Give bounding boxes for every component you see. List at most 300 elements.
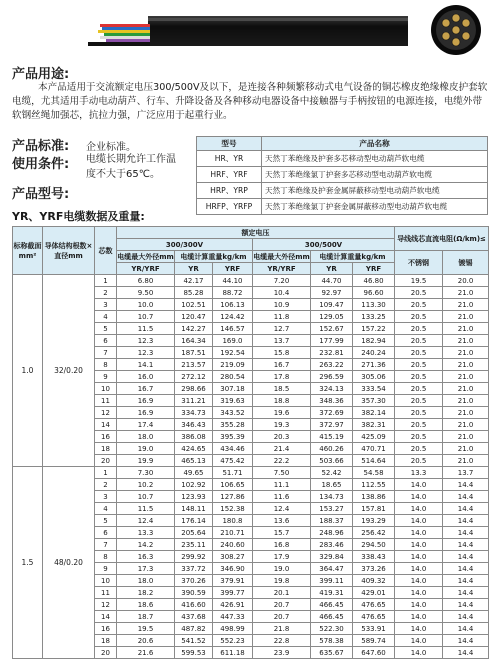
header-cores: 芯数 — [95, 227, 117, 275]
table-row — [197, 167, 488, 183]
data-cell: 14.4 — [443, 503, 489, 515]
data-cell: 16.9 — [117, 407, 175, 419]
data-cell: 14.4 — [443, 647, 489, 659]
data-cell: 20.6 — [117, 635, 175, 647]
data-cell: 153.27 — [311, 503, 353, 515]
data-cell: 235.11 — [175, 539, 213, 551]
data-cell: 20.5 — [395, 383, 443, 395]
data-cell: 14.0 — [395, 563, 443, 575]
data-cell: 379.91 — [213, 575, 253, 587]
data-cell: 18.65 — [311, 479, 353, 491]
data-cell: 20.7 — [253, 599, 311, 611]
table-row — [197, 199, 488, 215]
data-cell: 416.60 — [175, 599, 213, 611]
data-cell: 20.5 — [395, 443, 443, 455]
data-cell: 188.37 — [311, 515, 353, 527]
data-cell: 599.53 — [175, 647, 213, 659]
data-cell: 14.0 — [395, 503, 443, 515]
data-cell: 4 — [95, 503, 117, 515]
data-cell: 21.0 — [443, 395, 489, 407]
data-cell: 11.5 — [117, 323, 175, 335]
data-cell: 240.60 — [213, 539, 253, 551]
model-cell: HRF、YRF — [197, 167, 262, 183]
data-cell: 308.27 — [213, 551, 253, 563]
header-yr-yrf-500: YR/YRF — [253, 263, 311, 275]
name-cell: 天然丁苯绝缘及护套金属屏蔽移动型电动葫芦软电缆 — [262, 183, 488, 199]
data-cell: 355.28 — [213, 419, 253, 431]
data-cell: 10.9 — [253, 299, 311, 311]
data-cell: 20.7 — [253, 611, 311, 623]
data-cell: 21.4 — [253, 443, 311, 455]
data-cell: 280.54 — [213, 371, 253, 383]
header-yr-300: YR — [175, 263, 213, 275]
data-cell: 21.0 — [443, 455, 489, 467]
data-cell: 425.09 — [353, 431, 395, 443]
data-cell: 16 — [95, 623, 117, 635]
data-cell: 5 — [95, 323, 117, 335]
data-cell: 415.19 — [311, 431, 353, 443]
data-cell: 6.80 — [117, 275, 175, 287]
data-cell: 14.0 — [395, 491, 443, 503]
data-cell: 348.36 — [311, 395, 353, 407]
data-cell: 20.0 — [443, 275, 489, 287]
data-cell: 18 — [95, 443, 117, 455]
data-cell: 10.7 — [117, 311, 175, 323]
data-cell: 2 — [95, 479, 117, 491]
data-cell: 11 — [95, 395, 117, 407]
data-cell: 10.0 — [117, 299, 175, 311]
data-cell: 19.5 — [117, 623, 175, 635]
data-cell: 14.0 — [395, 479, 443, 491]
data-cell: 19.6 — [253, 407, 311, 419]
data-cell: 20 — [95, 455, 117, 467]
data-cell: 21.0 — [443, 359, 489, 371]
data-cell: 11 — [95, 587, 117, 599]
data-cell: 447.33 — [213, 611, 253, 623]
data-cell: 18.6 — [117, 599, 175, 611]
data-cell: 152.67 — [311, 323, 353, 335]
data-cell: 7.30 — [117, 467, 175, 479]
data-cell: 164.34 — [175, 335, 213, 347]
data-cell: 271.36 — [353, 359, 395, 371]
header-300v: 300/300V — [117, 239, 253, 251]
data-cell: 19.0 — [117, 443, 175, 455]
data-cell: 177.99 — [311, 335, 353, 347]
table-row — [197, 151, 488, 167]
data-cell: 9 — [95, 371, 117, 383]
data-cell: 7.50 — [253, 467, 311, 479]
data-cell: 157.22 — [353, 323, 395, 335]
data-cell: 395.39 — [213, 431, 253, 443]
data-cell: 19.3 — [253, 419, 311, 431]
data-cell: 112.55 — [353, 479, 395, 491]
data-cell: 213.57 — [175, 359, 213, 371]
data-cell: 296.59 — [311, 371, 353, 383]
header-yr-500: YR — [311, 263, 353, 275]
data-cell: 21.8 — [253, 623, 311, 635]
conductor-cell: 48/0.20 — [43, 467, 95, 659]
data-cell: 14.0 — [395, 635, 443, 647]
table-row — [13, 467, 489, 479]
data-cell: 192.54 — [213, 347, 253, 359]
usage-heading: 产品用途: — [12, 67, 70, 82]
data-cell: 16 — [95, 431, 117, 443]
data-cell: 11.6 — [253, 491, 311, 503]
data-cell: 16.7 — [117, 383, 175, 395]
data-cell: 9.50 — [117, 287, 175, 299]
data-cell: 307.18 — [213, 383, 253, 395]
data-cell: 219.09 — [213, 359, 253, 371]
data-cell: 272.12 — [175, 371, 213, 383]
data-cell: 14.4 — [443, 611, 489, 623]
data-cell: 11.8 — [253, 311, 311, 323]
standard-heading: 产品标准: — [12, 139, 70, 154]
data-cell: 4 — [95, 311, 117, 323]
data-cell: 399.11 — [311, 575, 353, 587]
data-cell: 5 — [95, 515, 117, 527]
data-cell: 13.7 — [443, 467, 489, 479]
data-cell: 142.27 — [175, 323, 213, 335]
data-cell: 138.86 — [353, 491, 395, 503]
data-cell: 12.7 — [253, 323, 311, 335]
data-cell: 20.5 — [395, 299, 443, 311]
data-cell: 21.0 — [443, 323, 489, 335]
data-cell: 6 — [95, 335, 117, 347]
data-cell: 193.29 — [353, 515, 395, 527]
data-cell: 148.11 — [175, 503, 213, 515]
data-cell: 106.13 — [213, 299, 253, 311]
data-cell: 382.31 — [353, 419, 395, 431]
data-cell: 21.0 — [443, 287, 489, 299]
data-cell: 635.67 — [311, 647, 353, 659]
data-cell: 20.5 — [395, 407, 443, 419]
data-cell: 88.72 — [213, 287, 253, 299]
cable-data-table — [12, 226, 489, 659]
data-cell: 12.4 — [117, 515, 175, 527]
data-cell: 18.5 — [253, 383, 311, 395]
model-cell: HRFP、YRFP — [197, 199, 262, 215]
data-cell: 589.74 — [353, 635, 395, 647]
data-cell: 42.17 — [175, 275, 213, 287]
data-cell: 13.7 — [253, 335, 311, 347]
data-cell: 92.97 — [311, 287, 353, 299]
data-cell: 13.3 — [395, 467, 443, 479]
header-500v: 300/500V — [253, 239, 395, 251]
data-cell: 514.64 — [353, 455, 395, 467]
data-cell: 21.0 — [443, 419, 489, 431]
section-cell: 1.5 — [13, 467, 43, 659]
data-cell: 434.46 — [213, 443, 253, 455]
header-stainless: 不锈钢 — [395, 251, 443, 275]
data-cell: 12.4 — [253, 503, 311, 515]
data-cell: 21.0 — [443, 371, 489, 383]
data-cell: 14.4 — [443, 539, 489, 551]
data-cell: 240.24 — [353, 347, 395, 359]
data-cell: 46.80 — [353, 275, 395, 287]
data-cell: 14.4 — [443, 563, 489, 575]
conductor-cell: 32/0.20 — [43, 275, 95, 467]
data-cell: 552.23 — [213, 635, 253, 647]
data-cell: 14.0 — [395, 527, 443, 539]
data-cell: 10.2 — [117, 479, 175, 491]
data-cell: 578.38 — [311, 635, 353, 647]
data-cell: 15.8 — [253, 347, 311, 359]
data-cell: 109.47 — [311, 299, 353, 311]
data-cell: 9 — [95, 563, 117, 575]
data-cell: 14.4 — [443, 479, 489, 491]
header-weight-300: 电缆计算重量kg/km — [175, 251, 253, 263]
data-cell: 466.45 — [311, 611, 353, 623]
data-cell: 20.5 — [395, 287, 443, 299]
data-cell: 424.65 — [175, 443, 213, 455]
data-cell: 7.20 — [253, 275, 311, 287]
data-cell: 475.42 — [213, 455, 253, 467]
data-cell: 16.7 — [253, 359, 311, 371]
data-cell: 17.3 — [117, 563, 175, 575]
data-cell: 19.0 — [253, 563, 311, 575]
data-cell: 487.82 — [175, 623, 213, 635]
data-cell: 334.73 — [175, 407, 213, 419]
data-cell: 20.3 — [253, 431, 311, 443]
data-cell: 373.26 — [353, 563, 395, 575]
data-cell: 44.70 — [311, 275, 353, 287]
data-cell: 21.0 — [443, 407, 489, 419]
data-cell: 1 — [95, 467, 117, 479]
data-cell: 22.8 — [253, 635, 311, 647]
header-yr-yrf-300: YR/YRF — [117, 263, 175, 275]
data-cell: 248.96 — [311, 527, 353, 539]
data-cell: 372.97 — [311, 419, 353, 431]
data-cell: 16.9 — [117, 395, 175, 407]
data-cell: 21.6 — [117, 647, 175, 659]
data-cell: 21.0 — [443, 443, 489, 455]
data-cell: 10 — [95, 575, 117, 587]
data-cell: 123.93 — [175, 491, 213, 503]
product-model-table — [196, 136, 488, 215]
data-cell: 541.52 — [175, 635, 213, 647]
data-cell: 346.43 — [175, 419, 213, 431]
data-cell: 343.52 — [213, 407, 253, 419]
data-cell: 180.8 — [213, 515, 253, 527]
data-cell: 127.86 — [213, 491, 253, 503]
data-cell: 460.26 — [311, 443, 353, 455]
data-cell: 20.5 — [395, 359, 443, 371]
data-cell: 14.4 — [443, 551, 489, 563]
data-cell: 3 — [95, 299, 117, 311]
data-cell: 14.0 — [395, 587, 443, 599]
data-cell: 14.1 — [117, 359, 175, 371]
data-cell: 20.5 — [395, 431, 443, 443]
data-cell: 14.4 — [443, 623, 489, 635]
header-max-od-500: 电缆最大外径mm — [253, 252, 310, 261]
data-cell: 102.51 — [175, 299, 213, 311]
data-cell: 13.6 — [253, 515, 311, 527]
data-cell: 465.13 — [175, 455, 213, 467]
data-cell: 182.94 — [353, 335, 395, 347]
data-cell: 337.72 — [175, 563, 213, 575]
table-row — [13, 275, 489, 287]
data-cell: 15.7 — [253, 527, 311, 539]
data-cell: 11.5 — [117, 503, 175, 515]
header-section: 标称截面mm² — [13, 227, 43, 275]
data-cell: 14.4 — [443, 575, 489, 587]
data-cell: 14.0 — [395, 599, 443, 611]
data-cell: 283.46 — [311, 539, 353, 551]
data-cell: 106.65 — [213, 479, 253, 491]
data-cell: 298.66 — [175, 383, 213, 395]
data-cell: 1 — [95, 275, 117, 287]
data-cell: 17.9 — [253, 551, 311, 563]
data-cell: 8 — [95, 551, 117, 563]
data-cell: 14.0 — [395, 551, 443, 563]
name-cell: 天然丁苯绝缘氯丁护套多芯移动型电动葫芦软电缆 — [262, 167, 488, 183]
data-cell: 22.2 — [253, 455, 311, 467]
data-cell: 16.8 — [253, 539, 311, 551]
data-cell: 333.54 — [353, 383, 395, 395]
data-cell: 10.7 — [117, 491, 175, 503]
data-cell: 18.7 — [117, 611, 175, 623]
data-cell: 85.28 — [175, 287, 213, 299]
data-cell: 54.58 — [353, 467, 395, 479]
data-cell: 14.0 — [395, 515, 443, 527]
data-cell: 20.1 — [253, 587, 311, 599]
data-cell: 16.3 — [117, 551, 175, 563]
header-rated-voltage: 额定电压 — [117, 227, 395, 239]
data-cell: 20.5 — [395, 335, 443, 347]
data-cell: 20 — [95, 647, 117, 659]
data-cell: 18.8 — [253, 395, 311, 407]
data-cell: 611.18 — [213, 647, 253, 659]
data-cell: 157.81 — [353, 503, 395, 515]
data-cell: 134.73 — [311, 491, 353, 503]
data-cell: 51.71 — [213, 467, 253, 479]
data-cell: 12.3 — [117, 347, 175, 359]
data-cell: 503.66 — [311, 455, 353, 467]
data-cell: 21.0 — [443, 431, 489, 443]
data-cell: 533.91 — [353, 623, 395, 635]
data-cell: 187.51 — [175, 347, 213, 359]
data-cell: 14.0 — [395, 647, 443, 659]
data-cell: 382.14 — [353, 407, 395, 419]
data-cell: 7 — [95, 539, 117, 551]
data-cell: 399.77 — [213, 587, 253, 599]
data-cell: 386.08 — [175, 431, 213, 443]
data-cell: 437.68 — [175, 611, 213, 623]
data-cell: 19.9 — [117, 455, 175, 467]
data-cell: 19.8 — [253, 575, 311, 587]
conditions-heading: 使用条件: — [12, 157, 70, 172]
data-cell: 49.65 — [175, 467, 213, 479]
data-cell: 338.43 — [353, 551, 395, 563]
data-cell: 23.9 — [253, 647, 311, 659]
data-cell: 12.3 — [117, 335, 175, 347]
data-cell: 176.14 — [175, 515, 213, 527]
data-cell: 498.99 — [213, 623, 253, 635]
data-cell: 210.71 — [213, 527, 253, 539]
data-cell: 20.5 — [395, 371, 443, 383]
data-cell: 14 — [95, 611, 117, 623]
data-cell: 476.65 — [353, 611, 395, 623]
data-cell: 152.38 — [213, 503, 253, 515]
model-cell: HRP、YRP — [197, 183, 262, 199]
data-cell: 129.05 — [311, 311, 353, 323]
data-cell: 476.65 — [353, 599, 395, 611]
data-cell: 14.4 — [443, 491, 489, 503]
data-cell: 14.4 — [443, 527, 489, 539]
data-cell: 329.84 — [311, 551, 353, 563]
data-cell: 20.5 — [395, 347, 443, 359]
data-cell: 205.64 — [175, 527, 213, 539]
data-cell: 263.22 — [311, 359, 353, 371]
data-table-title: YR、YRF电缆数据及重量: — [12, 210, 145, 223]
data-cell: 319.63 — [213, 395, 253, 407]
data-cell: 346.90 — [213, 563, 253, 575]
data-cell: 113.30 — [353, 299, 395, 311]
data-cell: 7 — [95, 347, 117, 359]
name-cell: 天然丁苯绝缘及护套多芯移动型电动葫芦软电缆 — [262, 151, 488, 167]
header-yrf-300: YRF — [213, 263, 253, 275]
data-cell: 11.1 — [253, 479, 311, 491]
usage-text: 本产品适用于交流额定电压300/500V及以下，是连接各种频繁移动式电气设备的铜芯橡皮绝缘橡皮护套软电缆，尤其适用手动电动葫芦、行车、升降设备及各种移动电器设备中接触器与手柄按钮的电源连接，电缆外带软钢丝绳加强芯，抗拉力强，广泛应用于起重行业。 — [12, 82, 488, 121]
data-cell: 21.0 — [443, 311, 489, 323]
data-cell: 14.0 — [395, 623, 443, 635]
data-cell: 18 — [95, 635, 117, 647]
data-cell: 294.50 — [353, 539, 395, 551]
data-cell: 20.5 — [395, 455, 443, 467]
data-cell: 470.71 — [353, 443, 395, 455]
model-heading: 产品型号: — [12, 187, 70, 202]
conditions-value: 电缆长期允许工作温度不大于65℃。 — [86, 154, 176, 180]
data-cell: 20.5 — [395, 323, 443, 335]
data-cell: 522.30 — [311, 623, 353, 635]
data-cell: 390.59 — [175, 587, 213, 599]
data-cell: 14.0 — [395, 611, 443, 623]
header-model: 型号 — [197, 137, 262, 151]
data-cell: 12 — [95, 599, 117, 611]
data-cell: 18.2 — [117, 587, 175, 599]
model-cell: HR、YR — [197, 151, 262, 167]
data-cell: 169.0 — [213, 335, 253, 347]
data-cell: 96.60 — [353, 287, 395, 299]
data-cell: 14 — [95, 419, 117, 431]
data-cell: 3 — [95, 491, 117, 503]
data-cell: 21.0 — [443, 347, 489, 359]
data-cell: 364.47 — [311, 563, 353, 575]
standard-value: 企业标准。 — [86, 142, 136, 153]
data-cell: 12 — [95, 407, 117, 419]
header-tinned: 镀锡 — [443, 251, 489, 275]
data-cell: 146.57 — [213, 323, 253, 335]
data-cell: 16.0 — [117, 371, 175, 383]
data-cell: 14.0 — [395, 539, 443, 551]
data-cell: 133.25 — [353, 311, 395, 323]
data-cell: 409.32 — [353, 575, 395, 587]
name-cell: 天然丁苯绝缘氯丁护套金属屏蔽移动型电动葫芦软电缆 — [262, 199, 488, 215]
header-resistance: 导线线芯直流电阻(Ω/km)≤ — [395, 227, 489, 251]
table-row — [197, 183, 488, 199]
data-cell: 466.45 — [311, 599, 353, 611]
data-cell: 256.42 — [353, 527, 395, 539]
data-cell: 18.0 — [117, 575, 175, 587]
data-cell: 232.81 — [311, 347, 353, 359]
section-cell: 1.0 — [13, 275, 43, 467]
data-cell: 305.06 — [353, 371, 395, 383]
header-max-od-300: 电缆最大外径mm — [117, 252, 174, 261]
data-cell: 20.5 — [395, 395, 443, 407]
data-cell: 372.69 — [311, 407, 353, 419]
data-cell: 357.30 — [353, 395, 395, 407]
data-cell: 102.92 — [175, 479, 213, 491]
